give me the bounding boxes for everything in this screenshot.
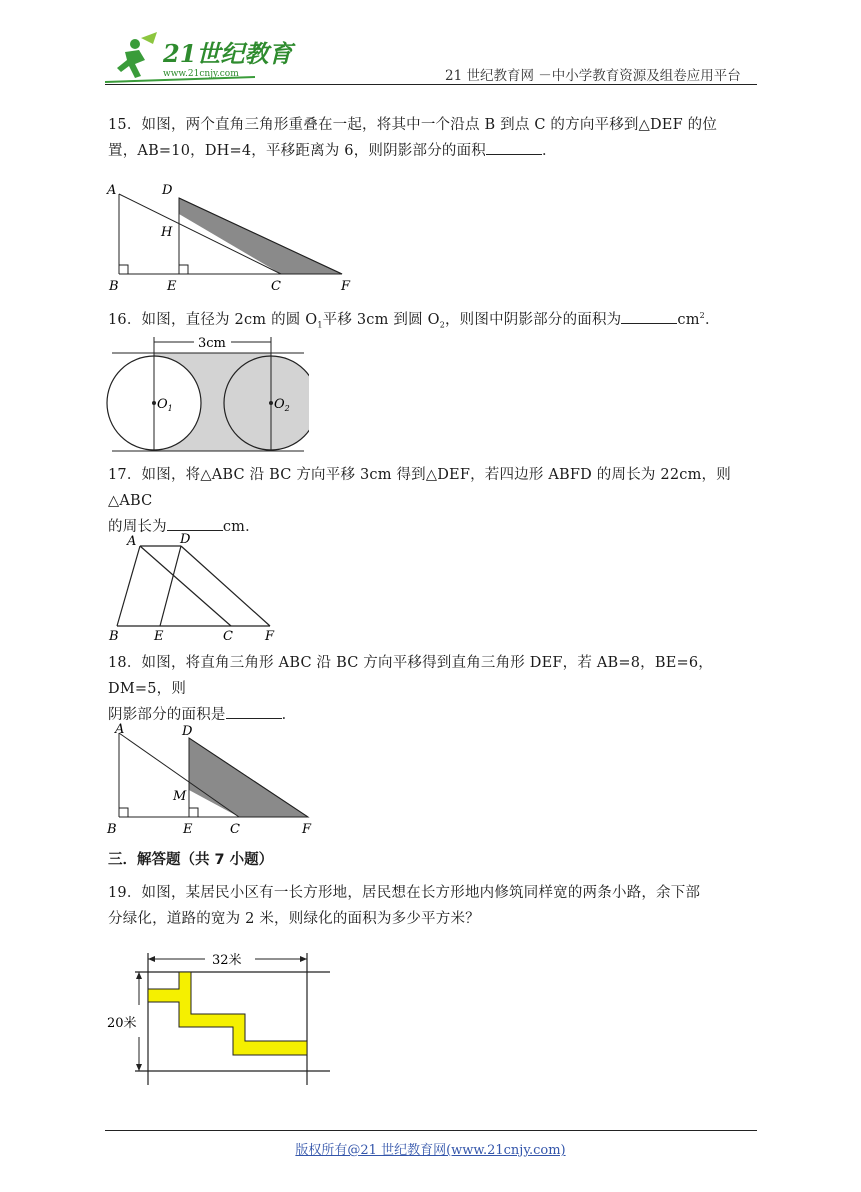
label-F: F	[341, 279, 351, 294]
q16-figure	[104, 333, 309, 455]
road-path	[148, 972, 307, 1055]
site-logo	[105, 30, 305, 86]
height-label: 20米	[107, 1016, 137, 1031]
label-D: D	[162, 183, 173, 198]
footer-copyright	[0, 1139, 861, 1158]
q15-line2: 置，AB=10，DH=4，平移距离为 6，则阴影部分的面积 ．	[108, 138, 758, 164]
label-B: B	[107, 822, 117, 837]
runner-icon	[117, 32, 157, 78]
q17-line1: 17．如图，将△ABC 沿 BC 方向平移 3cm 得到△DEF，若四边形 ABFD 的周长为 22cm，则△ABC	[108, 467, 731, 509]
q18-line2: 阴影部分的面积是 ．	[108, 702, 758, 728]
label-A: A	[115, 722, 125, 737]
label-E: E	[183, 822, 193, 837]
answer-blank[interactable]	[621, 309, 677, 324]
q17-line2: 的周长为 cm．	[108, 514, 758, 540]
label-C: C	[223, 629, 233, 644]
label-A: A	[127, 534, 137, 549]
footer-divider	[105, 1130, 757, 1131]
label-H: H	[161, 225, 173, 240]
answer-blank[interactable]	[486, 140, 542, 155]
q19-figure	[105, 945, 335, 1090]
label-E: E	[154, 629, 164, 644]
width-label: 32米	[212, 953, 242, 968]
header-site-text: 21 世纪教育网 －中小学教育资源及组卷应用平台	[445, 68, 741, 84]
q15-figure	[105, 180, 360, 295]
q18-figure	[105, 720, 320, 838]
label-C: C	[271, 279, 281, 294]
dimension-label: 3cm	[198, 336, 226, 351]
section-title: 三．解答题（共 7 小题）	[108, 852, 274, 868]
label-B: B	[109, 629, 119, 644]
q15-line1: 15．如图，两个直角三角形重叠在一起，将其中一个沿点 B 到点 C 的方向平移到△DEF 的位	[108, 117, 718, 133]
copyright-link[interactable]: 版权所有@21 世纪教育网(www.21cnjy.com)	[295, 1143, 566, 1158]
answer-blank[interactable]	[226, 704, 282, 719]
q16-line: 16．如图，直径为 2cm 的圆 $O_1$平移 3cm 到圆 $O_2$，则图中阴影部分的面积为 $cm^2$．	[108, 303, 758, 339]
label-B: B	[109, 279, 119, 294]
label-O1: $O_1$	[157, 397, 173, 413]
question-18	[108, 650, 758, 728]
label-A: A	[107, 183, 117, 198]
label-F: F	[302, 822, 312, 837]
label-E: E	[167, 279, 177, 294]
logo-main-text: 21世纪教育	[163, 39, 293, 68]
q18-line1: 18．如图，将直角三角形 ABC 沿 BC 方向平移得到直角三角形 DEF，若 AB=8，BE=6，DM=5，则	[108, 655, 714, 697]
label-C: C	[230, 822, 240, 837]
label-D: D	[182, 724, 193, 739]
header-divider	[105, 84, 757, 85]
q19-line2: 分绿化，道路的宽为 2 米，则绿化的面积为多少平方米？	[108, 911, 480, 927]
q19-line1: 19．如图，某居民小区有一长方形地，居民想在长方形地内修筑同样宽的两条小路，余下部	[108, 885, 701, 901]
question-19	[108, 880, 758, 932]
label-M: M	[173, 789, 187, 804]
label-F: F	[265, 629, 275, 644]
q17-figure	[105, 528, 285, 644]
label-O2: $O_2$	[274, 397, 290, 413]
logo-url-text: www.21cnjy.com	[163, 69, 239, 79]
label-D: D	[180, 532, 191, 547]
question-15	[108, 112, 758, 164]
